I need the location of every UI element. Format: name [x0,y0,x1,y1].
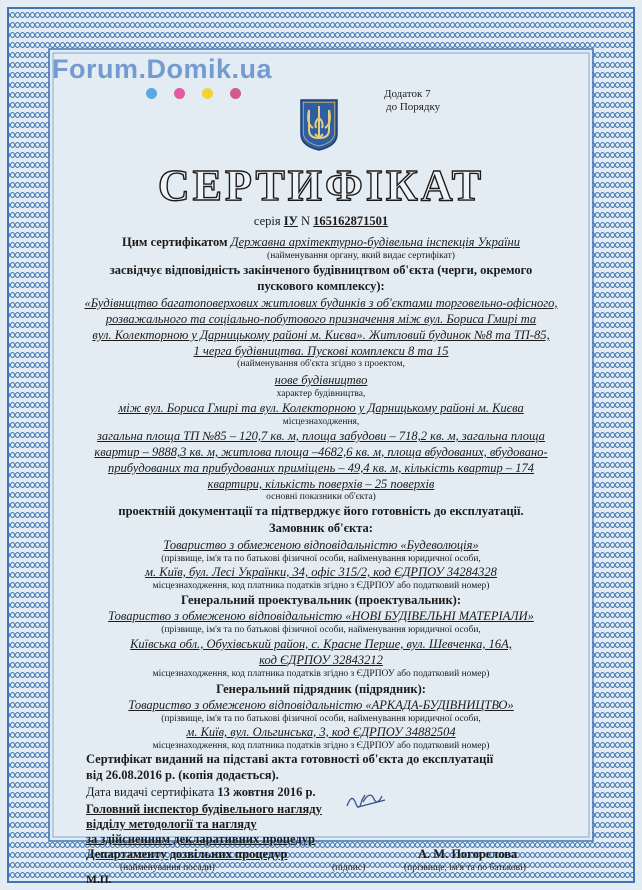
magenta-dot [174,88,185,99]
customer-name: Товариство з обмеженою відповідальністю «Будеволюція» [163,538,479,552]
stamp-place: М.П. [86,874,112,886]
position-caption: (найменування посади) [120,863,215,873]
contractor-address: м. Київ, вул. Ольгинська, 3, код ЄДРПОУ 34882504 [186,725,456,739]
issue-date-line: Дата видачі сертифіката 13 жовтня 2016 р. [86,785,316,799]
certificate-title: СЕРТИФІКАТ [157,161,485,210]
issuer-line: Цим сертифікатом Державна архітектурно-будівельна інспекція України [122,235,520,249]
object-location: між вул. Бориса Гмирі та вул. Колекторною у Дарницькому районі м. Києва [118,401,524,415]
signature-caption: (підпис) [332,863,366,873]
object-indicators: загальна площа ТП №85 – 120,7 кв. м, площа забудови – 718,2 кв. м, загальна площа [97,429,545,443]
blue-dot [146,88,157,99]
issue-basis: Сертифікат виданий на підставі акта готовності об'єкта до експлуатації [86,752,494,766]
designer-name: Товариство з обмеженою відповідальністю «НОВІ БУДІВЕЛЬНІ МАТЕРІАЛИ» [108,609,534,623]
certifies-text: засвідчує відповідність закінченого будівництвом об'єкта (черги, окремого [109,263,533,277]
issuer-caption: (найменування органу, який видає сертифікат) [267,251,455,261]
object-caption: (найменування об'єкта згідно з проектом, [237,359,405,369]
yellow-dot [202,88,213,99]
issue-date: 13 жовтня 2016 р. [217,785,316,799]
designer-heading: Генеральний проектувальник (проектувальник): [180,593,462,607]
signer-name: А. М. Погорєлова [418,847,518,861]
construction-type: нове будівництво [274,373,368,387]
object-name: «Будівництво багатоповерхових житлових будинків з об'єктами торговельно-офісного, [84,296,558,310]
issuer-name: Державна архітектурно-будівельна інспекція України [230,235,520,249]
watermark: Forum.Domik.ua [52,54,273,84]
pink-dot [230,88,241,99]
series-number-line: серія ІУ N 165162871501 [253,214,389,228]
customer-address: м. Київ, бул. Лесі Українки, 34, офіс 315/2, код ЄДРПОУ 34284328 [145,565,497,579]
trident-emblem-icon [299,98,339,152]
customer-heading: Замовник об'єкта: [269,521,373,535]
signer-position: Головний інспектор будівельного нагляду [86,802,322,816]
signature-mark [344,786,388,816]
contractor-name: Товариство з обмеженою відповідальністю «АРКАДА-БУДІВНИЦТВО» [128,698,514,712]
series-value: ІУ [283,214,298,228]
certificate-page: Forum.Domik.ua Додаток 7 до Порядку СЕРТИФІКАТ серія ІУ N 165162871501 Цим сертифікатом Державна архітектурно-будівельна інспекція України (найменування органу, який видає сертифікат) засвідчує відповідність закінченого будівництвом об'єкта (черги, окремого пускового комплексу): «Будівництво багатоповерхових житлових будинків з об'єктами торговельно-офісного, розважального та соціально-побутового призначення між вул. Бориса Гмирі та вул. Колекторною у Дарницькому районі м. Києва». Житловий будинок №8 та ТП-85, 1 черга будівництва. Пускові комплекси 8 та 15 (найменування об'єкта згідно з проектом, нове будівництво характер будівництва, між вул. Бориса Гмирі та вул. Колекторною у Дарницькому районі м. Києва місцезнаходження, загальна площа ТП №85 – 120,7 кв. м, площа забудови – 718,2 кв. м, загальна площа квартир – 9888,3 кв. м, житлова площа –4682,6 кв. м, площа вбудованих, вбудовано- прибудованих та прибудованих приміщень – 49,4 кв. м, кількість квартир – 174 квартири, кількість поверхів – 25 поверхів основні показники об'єкта) проектній документації та підтверджує його готовність до експлуатації. Замовник об'єкта: Товариство з обмеженою відповідальністю «Будеволюція» (прізвище, ім'я та по батькові фізичної особи, найменування юридичної особи, м. Київ, бул. Лесі Українки, 34, офіс 315/2, код ЄДРПОУ 34284328 місцезнаходження, код платника податків згідно з ЄДРПОУ або податковий номер) Генеральний проектувальник (проектувальник): Товариство з обмеженою відповідальністю «НОВІ БУДІВЕЛЬНІ МАТЕРІАЛИ» (прізвище, ім'я та по батькові фізичної особи, найменування юридичної особи, Київська обл., Обухівський район, с. Красне Перше, вул. Шевченка, 16А, код ЄДРПОУ 32843212 місцезнаходження, код платника податків згідно з ЄДРПОУ або податковий номер) Генеральний підрядник (підрядник): Товариство з обмеженою відповідальністю «АРКАДА-БУДІВНИЦТВО» (прізвище, ім'я та по батькові фізичної особи, найменування юридичної особи, м. Київ, вул. Ольгинська, 3, код ЄДРПОУ 34882504 місцезнаходження, код платника податків згідно з ЄДРПОУ або податковий номер) Сертифікат виданий на підставі акта готовності об'єкта до експлуатації від 26.08.2016 р. (копія додається). Дата видачі сертифіката 13 жовтня 2016 р. Головний інспектор будівельного нагляду відділу методології та нагляду за здійсненням декларативних процедур Департаменту дозвільних процедур (найменування посади) (підпис) А. М. Погорєлова (прізвище, ім'я та по батькові) М.П. [0,0,642,890]
designer-address: Київська обл., Обухівський район, с. Красне Перше, вул. Шевченка, 16А, [130,637,512,651]
annex-note: Додаток 7 до Порядку [384,88,441,113]
certificate-number: 165162871501 [313,214,389,228]
contractor-heading: Генеральний підрядник (підрядник): [216,682,426,696]
conformity-statement: проектній документації та підтверджує його готовність до експлуатації. [118,504,524,518]
signer-caption: (прізвище, ім'я та по батькові) [404,863,526,873]
color-dots [146,88,241,99]
